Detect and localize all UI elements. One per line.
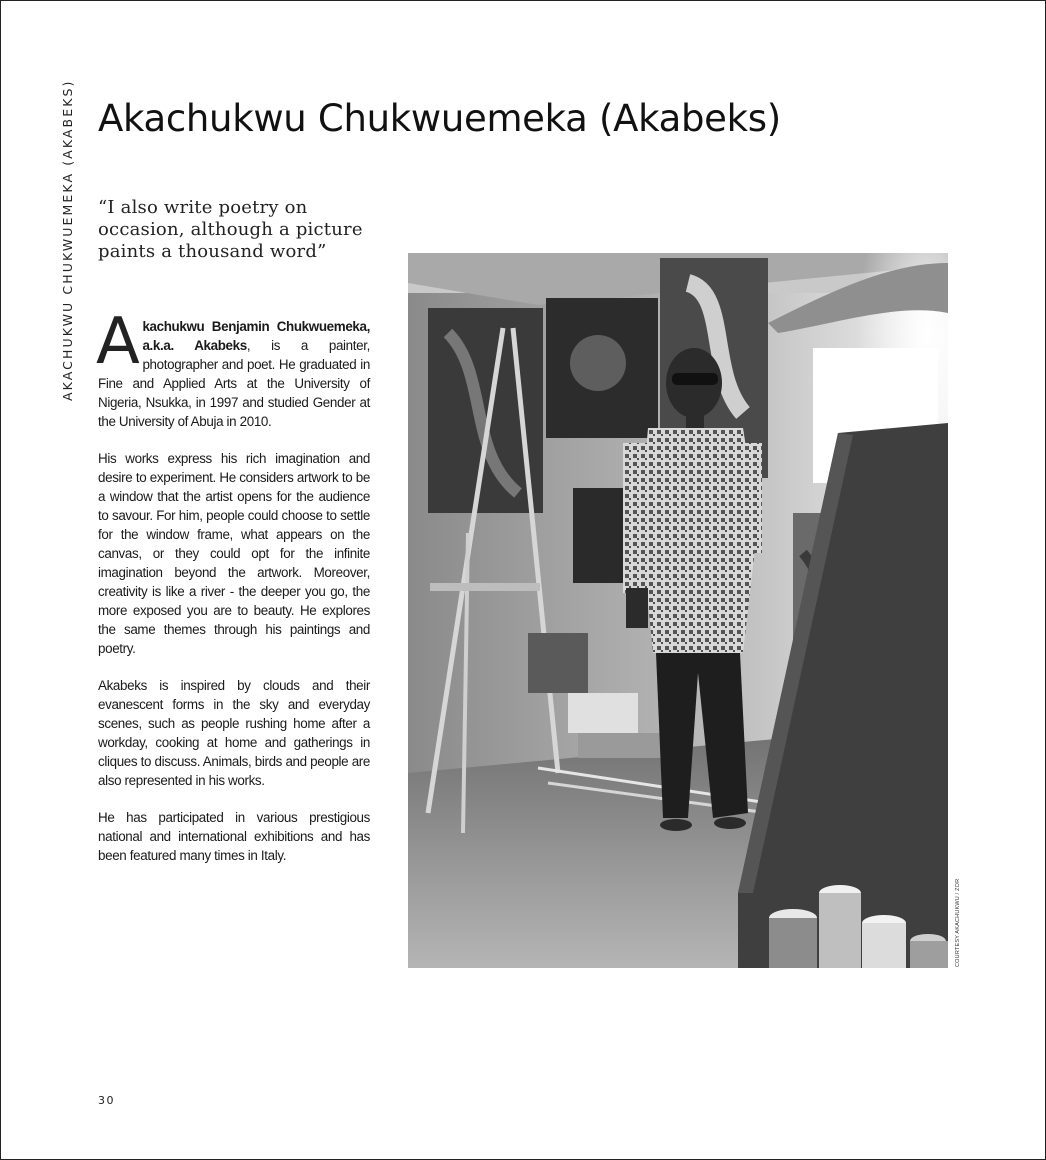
- vertical-running-title: AKACHUKWU CHUKWUEMEKA (AKABEKS): [60, 79, 75, 401]
- photo-credit: COURTESY AKACHUKWU / ZOR: [955, 878, 961, 967]
- page-number: 30: [98, 1094, 115, 1107]
- drop-cap: A: [96, 305, 140, 379]
- article-intro-bold: kachukwu Benjamin Chukwuemeka, a.k.a. Akabeks: [142, 319, 370, 353]
- pull-quote: “I also write poetry on occasion, although a picture paints a thousand word”: [98, 197, 363, 262]
- article-body: [96, 305, 370, 883]
- article-intro-text: , is a painter, photographer and poet. He graduated in Fine and Applied Arts at the University of Nigeria, Nsukka, in 1997 and studied Gender at the University of Abuja in 2010.: [98, 338, 370, 429]
- article-intro-paragraph: [96, 305, 370, 431]
- article-paragraph: Akabeks is inspired by clouds and their evanescent forms in the sky and everyday scenes, such as people rushing home after a workday, cooking at home and gatherings in cliques to discuss. Animals, birds and people are also represented in his works.: [98, 678, 370, 788]
- artist-studio-photo-illustration: [408, 253, 948, 968]
- article-paragraph: He has participated in various prestigious national and international exhibitions and has been featured many times in Italy.: [98, 810, 370, 863]
- page-title: Akachukwu Chukwuemeka (Akabeks): [98, 97, 781, 140]
- artist-studio-photo: [408, 253, 948, 968]
- article-paragraph: His works express his rich imagination and desire to experiment. He considers artwork to be a window that the artist opens for the audience to savour. For him, people could choose to settle for the window frame, what appears on the canvas, or they could opt for the infinite imagination beyond the artwork. Moreover, creativity is like a river - the deeper you go, the more exposed you are to beauty. He explores the same themes through his paintings and poetry.: [98, 451, 370, 656]
